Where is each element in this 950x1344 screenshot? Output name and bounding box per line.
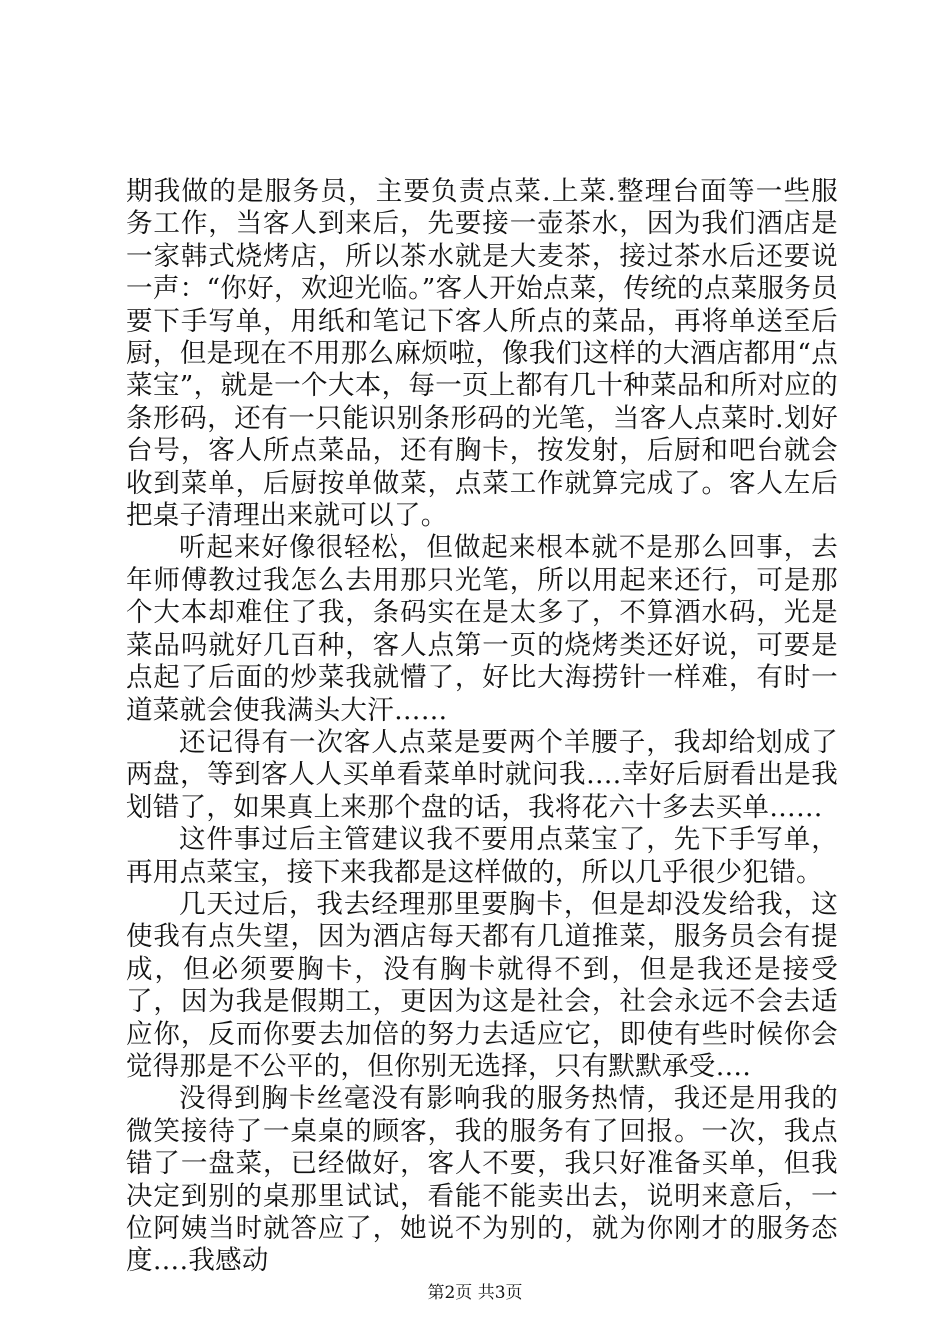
- paragraph-2: 听起来好像很轻松，但做起来根本就不是那么回事，去年师傅教过我怎么去用那只光笔，所以用起来还行，可是那个大本却难住了我，条码实在是太多了，不算酒水码，光是菜品吗就好几百种，客人点第一页的烧烤类还好说，可要是点起了后面的炒菜我就懵了，好比大海捞针一样难，有时一道菜就会使我满头大汗……: [126, 532, 838, 726]
- paragraph-5: 几天过后，我去经理那里要胸卡，但是却没发给我，这使我有点失望，因为酒店每天都有几道推菜，服务员会有提成，但必须要胸卡，没有胸卡就得不到，但是我还是接受了，因为我是假期工，更因为这是社会，社会永远不会去适应你，反而你要去加倍的努力去适应它，即使有些时候你会觉得那是不公平的，但你别无选择，只有默默承受….: [126, 888, 838, 1082]
- paragraph-6: 没得到胸卡丝毫没有影响我的服务热情，我还是用我的微笑接待了一桌桌的顾客，我的服务有了回报。一次，我点错了一盘菜，已经做好，客人不要，我只好准备买单，但我决定到别的桌那里试试，看能不能卖出去，说明来意后，一位阿姨当时就答应了，她说不为别的，就为你刚才的服务态度….我感动: [126, 1083, 838, 1277]
- paragraph-3: 还记得有一次客人点菜是要两个羊腰子，我却给划成了两盘，等到客人人买单看菜单时就问我….幸好后厨看出是我划错了，如果真上来那个盘的话，我将花六十多去买单……: [126, 726, 838, 823]
- paragraph-4: 这件事过后主管建议我不要用点菜宝了，先下手写单，再用点菜宝，接下来我都是这样做的，所以几乎很少犯错。: [126, 824, 838, 888]
- document-body: [126, 176, 838, 1278]
- paragraph-1: 期我做的是服务员，主要负责点菜.上菜.整理台面等一些服务工作，当客人到来后，先要接一壶茶水，因为我们酒店是一家韩式烧烤店，所以茶水就是大麦茶，接过茶水后还要说一声：“你好，欢迎光临。”客人开始点菜，传统的点菜服务员要下手写单，用纸和笔记下客人所点的菜品，再将单送至后厨，但是现在不用那么麻烦啦，像我们这样的大酒店都用“点菜宝”，就是一个大本，每一页上都有几十种菜品和所对应的条形码，还有一只能识别条形码的光笔，当客人点菜时.划好台号，客人所点菜品，还有胸卡，按发射，后厨和吧台就会收到菜单，后厨按单做菜，点菜工作就算完成了。客人左后把桌子清理出来就可以了。: [126, 176, 838, 532]
- page-footer: 第2页 共3页: [427, 1283, 523, 1303]
